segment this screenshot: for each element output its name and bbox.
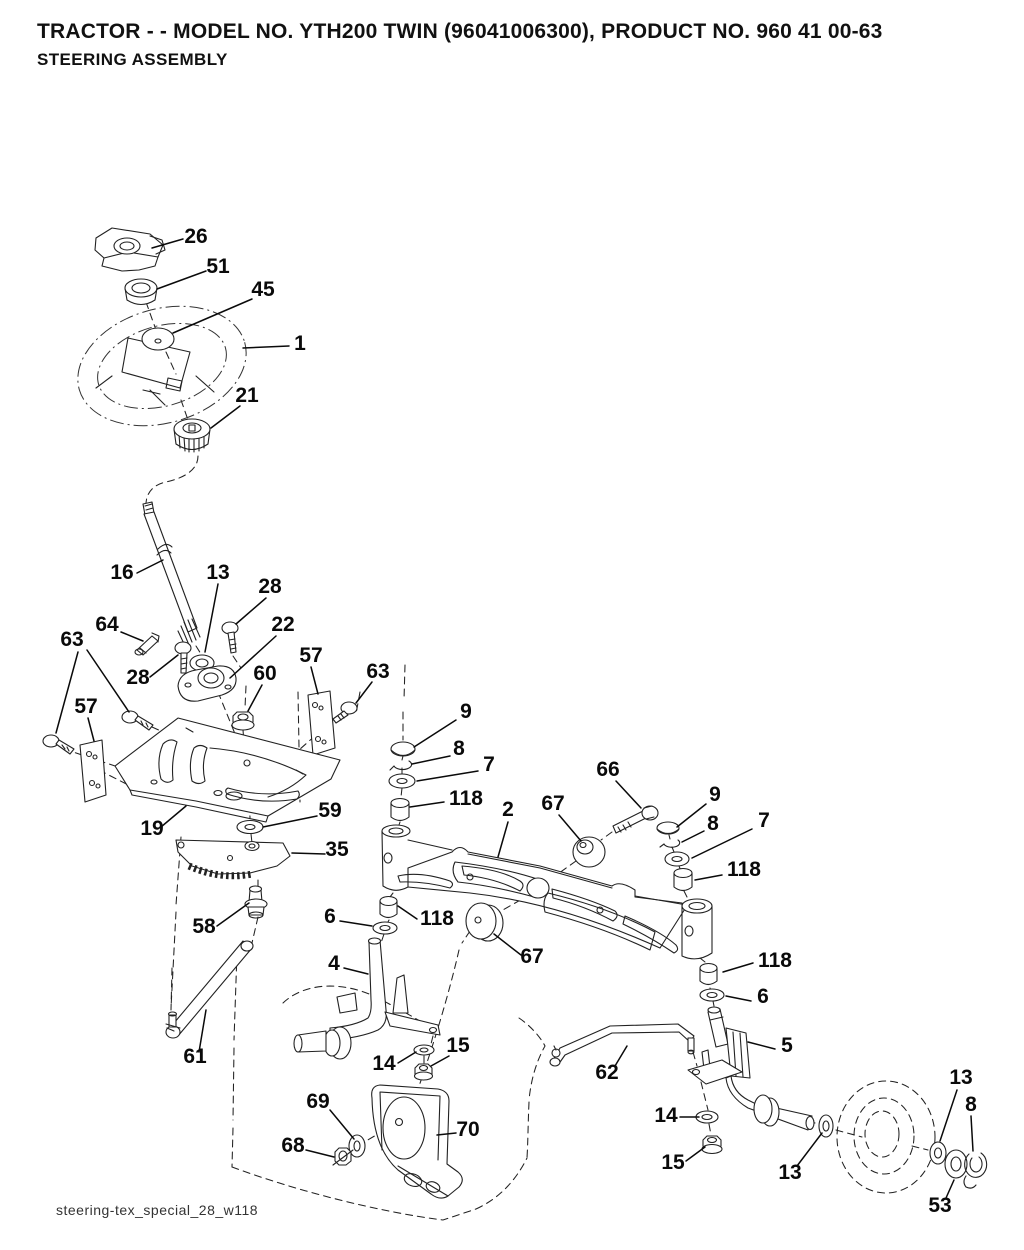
callout-15 <box>661 1147 705 1174</box>
support-bracket-70 <box>372 1085 463 1198</box>
washer-59 <box>237 821 263 834</box>
callout-13 <box>778 1133 822 1184</box>
part-number-label: 15 <box>446 1034 470 1057</box>
bushing-118-left-upper <box>391 799 409 821</box>
e-ring-8-right <box>660 840 680 847</box>
callout-118 <box>695 858 761 881</box>
part-number-label: 8 <box>707 812 719 835</box>
leader-line <box>494 934 521 955</box>
cap-9-right <box>657 822 679 834</box>
bushing-118-right-upper <box>674 869 692 891</box>
mount-plate-57-left <box>80 740 106 802</box>
drawing-code: steering-tex_special_28_w118 <box>56 1202 259 1218</box>
part-number-label: 59 <box>318 799 342 822</box>
ignition-key-cap <box>95 228 165 271</box>
part-number-label: 66 <box>596 758 620 781</box>
leader-line <box>236 598 266 624</box>
leader-line <box>677 804 706 827</box>
part-number-label: 118 <box>727 858 761 881</box>
callout-51 <box>157 255 230 289</box>
e-clip-8-bottom <box>964 1153 987 1188</box>
leader-line <box>417 771 478 781</box>
callout-14 <box>372 1052 416 1075</box>
callout-64 <box>95 613 143 641</box>
bushing-118-left-lower <box>380 897 397 918</box>
hex-screw-63-mid <box>122 711 153 730</box>
part-number-label: 19 <box>140 817 164 840</box>
locknut-15-right <box>702 1136 722 1154</box>
tie-rod <box>550 1024 694 1066</box>
part-number-label: 28 <box>126 666 150 689</box>
part-number-label: 1 <box>294 332 306 355</box>
part-number-label: 9 <box>460 700 472 723</box>
leader-line <box>205 584 218 652</box>
part-number-label: 6 <box>324 905 336 928</box>
part-number-label: 13 <box>778 1161 802 1184</box>
part-number-label: 8 <box>965 1093 977 1116</box>
callout-35 <box>292 838 349 861</box>
part-number-label: 45 <box>251 278 275 301</box>
callout-5 <box>748 1034 793 1057</box>
part-number-label: 13 <box>206 561 230 584</box>
callout-19 <box>140 806 186 840</box>
callout-53 <box>928 1180 954 1217</box>
leader-line <box>306 1150 334 1157</box>
wheel-center-cap <box>142 328 174 350</box>
callout-57 <box>299 644 322 694</box>
leader-line <box>157 271 206 289</box>
part-number-label: 9 <box>709 783 721 806</box>
bushing-118-right-lower <box>700 964 717 985</box>
part-number-label: 63 <box>60 628 84 651</box>
callout-layer <box>56 225 977 1217</box>
bearing-plate <box>178 666 236 701</box>
part-number-label: 26 <box>184 225 208 248</box>
leader-line <box>559 815 581 841</box>
mount-plate-57-right <box>308 691 335 755</box>
callout-60 <box>248 662 277 711</box>
washer-14-left <box>414 1045 434 1055</box>
part-number-label: 118 <box>449 787 483 810</box>
part-number-label: 16 <box>110 561 134 584</box>
part-number-label: 62 <box>595 1061 619 1084</box>
part-number-label: 22 <box>271 613 295 636</box>
callout-63 <box>356 660 390 703</box>
leader-line <box>431 1056 449 1066</box>
shoulder-bolt-58 <box>245 886 267 918</box>
part-number-label: 7 <box>483 753 495 776</box>
washer-53 <box>945 1150 967 1178</box>
leader-line <box>616 781 641 808</box>
part-number-label: 68 <box>281 1134 305 1157</box>
leader-line <box>88 718 94 741</box>
spacer-67-lower <box>466 903 503 941</box>
leader-line <box>723 963 753 972</box>
part-number-label: 67 <box>541 792 565 815</box>
callout-67 <box>541 792 581 841</box>
callout-14 <box>654 1104 699 1127</box>
leader-line <box>340 921 372 926</box>
part-number-label: 60 <box>253 662 277 685</box>
hex-screw-63-left <box>43 735 74 754</box>
steering-wheel <box>64 288 261 445</box>
washer-6-left <box>373 922 397 934</box>
cap-nut <box>125 279 157 305</box>
cap-9-left <box>391 742 415 756</box>
leader-line <box>248 685 262 711</box>
page-title: TRACTOR - - MODEL NO. YTH200 TWIN (96041006300), PRODUCT NO. 960 41 00-63 <box>37 20 883 43</box>
roll-pin <box>135 633 159 655</box>
part-number-label: 67 <box>520 945 544 968</box>
hex-screw-28-left <box>175 642 191 673</box>
callout-21 <box>211 384 259 428</box>
hex-screw-28-right <box>222 622 238 653</box>
callout-58 <box>192 903 249 938</box>
flange-nut-60 <box>232 712 254 730</box>
part-number-label: 13 <box>949 1066 973 1089</box>
leader-line <box>498 822 508 857</box>
part-number-label: 70 <box>456 1118 480 1141</box>
callout-118 <box>410 787 483 810</box>
part-number-label: 8 <box>453 737 465 760</box>
leader-line <box>243 346 289 348</box>
part-number-label: 2 <box>502 798 514 821</box>
leader-line <box>137 560 163 573</box>
leader-line <box>356 682 372 703</box>
leader-line <box>410 802 444 807</box>
callout-2 <box>498 798 514 857</box>
front-wheel-phantom <box>837 1081 935 1193</box>
part-number-label: 51 <box>206 255 230 278</box>
callout-13 <box>205 561 230 652</box>
callout-6 <box>726 985 769 1008</box>
page-subtitle: STEERING ASSEMBLY <box>37 50 228 69</box>
part-number-label: 118 <box>758 949 792 972</box>
part-number-label: 69 <box>306 1090 330 1113</box>
leader-line <box>398 1052 416 1063</box>
part-number-label: 57 <box>74 695 98 718</box>
part-number-label: 21 <box>235 384 259 407</box>
callout-4 <box>328 952 368 975</box>
callout-118 <box>723 949 792 972</box>
leader-line <box>971 1116 973 1151</box>
part-number-label: 7 <box>758 809 770 832</box>
leader-line <box>412 756 450 764</box>
part-number-label: 57 <box>299 644 323 667</box>
leader-line <box>217 903 249 926</box>
leader-line <box>686 1147 705 1161</box>
leader-line <box>398 906 417 919</box>
leader-line <box>121 632 143 641</box>
leader-line <box>56 652 78 733</box>
callout-68 <box>281 1134 334 1157</box>
part-number-label: 53 <box>928 1194 952 1217</box>
callout-66 <box>596 758 641 808</box>
callout-6 <box>324 905 372 928</box>
leader-line <box>263 816 317 827</box>
callout-45 <box>173 278 275 333</box>
part-number-label: 58 <box>192 915 216 938</box>
callout-62 <box>595 1046 627 1084</box>
steering-shaft <box>143 502 200 648</box>
leader-line <box>682 831 704 842</box>
leader-line <box>692 829 752 858</box>
callout-8 <box>412 737 465 764</box>
bolt-66 <box>613 806 658 833</box>
leader-line <box>414 720 456 747</box>
part-number-label: 14 <box>654 1104 678 1127</box>
spacer-67-upper <box>573 837 605 867</box>
e-ring-8-left <box>390 761 412 770</box>
leader-line <box>726 996 751 1001</box>
locknut-15-left <box>415 1064 433 1080</box>
part-number-label: 118 <box>420 907 454 930</box>
callout-69 <box>306 1090 354 1139</box>
part-number-label: 15 <box>661 1151 685 1174</box>
splined-adapter <box>174 419 210 452</box>
callout-57 <box>74 695 97 741</box>
callout-67 <box>494 934 544 968</box>
leader-line <box>695 875 722 880</box>
leader-line <box>330 1110 354 1139</box>
callout-118 <box>398 906 454 930</box>
leader-line <box>292 853 325 854</box>
callout-28 <box>126 655 178 689</box>
sector-gear-plate <box>176 840 290 876</box>
part-number-label: 64 <box>95 613 119 636</box>
leader-line <box>150 655 178 677</box>
callout-16 <box>110 560 163 584</box>
leader-line <box>211 406 240 428</box>
leader-line <box>311 667 318 694</box>
leader-line <box>940 1090 957 1141</box>
part-number-label: 4 <box>328 952 340 975</box>
part-number-label: 35 <box>325 838 349 861</box>
leader-line <box>161 806 186 827</box>
washer-7-left <box>389 774 415 788</box>
callout-8 <box>965 1093 977 1151</box>
part-number-label: 28 <box>258 575 282 598</box>
leader-line <box>748 1042 775 1049</box>
callout-15 <box>431 1034 470 1066</box>
part-number-label: 61 <box>183 1045 207 1068</box>
callout-8 <box>682 812 719 842</box>
part-number-label: 6 <box>757 985 769 1008</box>
part-number-label: 14 <box>372 1052 396 1075</box>
callout-7 <box>692 809 770 858</box>
callout-1 <box>243 332 306 355</box>
part-number-label: 5 <box>781 1034 793 1057</box>
hex-screw-63-right <box>333 702 357 723</box>
drag-link <box>166 941 253 1038</box>
bellcrank-shaft-4 <box>294 938 440 1059</box>
leader-line <box>173 299 252 333</box>
steering-support-plate <box>115 718 340 822</box>
nut-68 <box>333 1148 353 1165</box>
part-number-label: 63 <box>366 660 390 683</box>
washer-6-right <box>700 989 724 1001</box>
washer-7-right <box>665 852 689 866</box>
washer-13-right <box>930 1142 946 1164</box>
leader-line <box>344 968 368 974</box>
